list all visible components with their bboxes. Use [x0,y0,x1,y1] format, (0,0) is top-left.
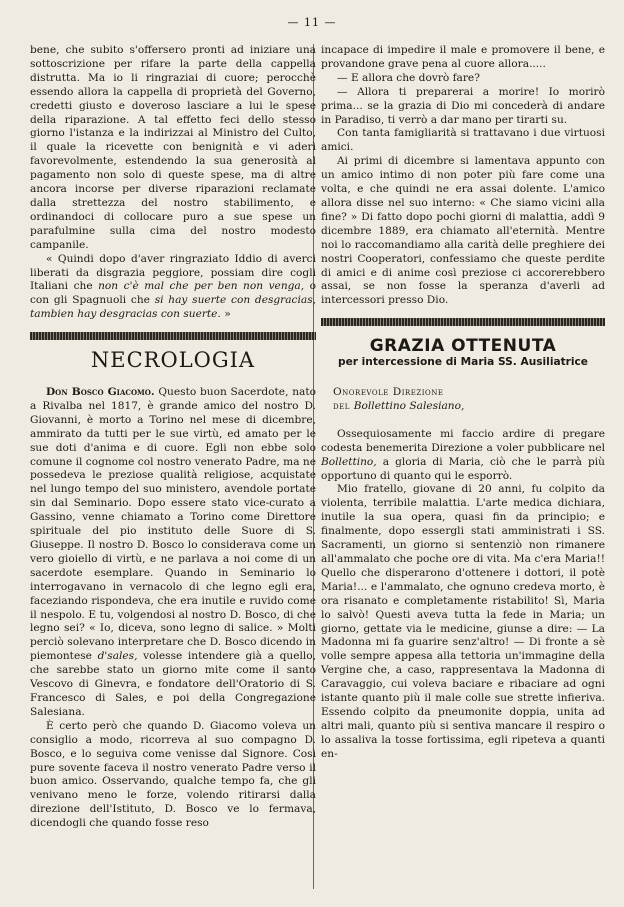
bulletin-title: Bollettino Salesiano, [353,399,465,412]
closing-text: « Quindi dopo d'aver ringraziato Iddio di averci liberati da disgrazia peggiore, possiam dire cogli Italiani che [30,252,316,293]
closing-quote: » [220,308,231,321]
salutation-line-1: Onorevole Direzione [333,386,444,399]
necrologia-text: Questo buon Sacerdote, nato a Rivalba nel 1817, è grande amico del nostro D. Giovanni, è morto a Torino nel mese di dicembre, ammirato da tutti per le sue virtù, ed amato per le sue doti d'anima e di cuore. Egli non ebbe solo comune il cognome col nostro venerato Padre, ma ne possedeva le preziose qualità religiose, acquistate nel lungo tempo del suo ministero, avendole portate sin dal Seminario. Dopo essere stato vice-curato a Gassino, venne chiamato a Torino come Direttore spirituale del pio instituto delle Suore di S. Giuseppe. Il nostro D. Bosco lo considerava come un vero gioiello di virtù, e ne parlava a noi come di un sacerdote esemplare. Quando in Seminario lo interrogavano in vernacolo di che legno egli era, faceziando rispondeva, che era inutile e ruvido come il nespolo. E tu, volgendosi al nostro D. Bosco, di che legno sei? « Io, diceva, sono legno di salice. » Molti perciò solevano interpretare che D. Bosco dicendo in piemontese [30,386,316,663]
dialogue-line-2: — Allora ti preparerai a morire! Io morirò prima... se la grazia di Dio mi concederà di andare in Paradiso, ti verrò a dar mano per tirarti su. [321,85,605,126]
grazia-heading: GRAZIA OTTENUTA [369,336,557,357]
dialect-word: d'sales, [97,650,138,663]
left-column [30,44,316,831]
page-number: — 11 — [287,16,337,29]
continued-paragraph: bene, che subito s'offersero pronti ad iniziare una sottoscrizione per rifare la parte della cappella distrutta. Ma io li ringraziai di cuore; perocchè essendo allora la cappella di proprietà del Governo, credetti giusto e doveroso lasciare a lui le spese della riparazione. A tal effetto feci dello stesso giorno l'istanza e la indirizzai al Ministro del Culto, il quale la ricevette con benignità e vi aderì favorevolmente, estendendo la sua generosità al pagamento non solo di queste spese, ma di altre ancora incorse per diverse riparazioni reclamate dalla strettezza del nostro stabilimento, e ordinandoci di collocare puro a sue spese un parafulmine sulla cima del nostro modesto campanile. [30,44,316,251]
letter-text: Ossequiosamente mi faccio ardire di pregare codesta benemerita Direzione a voler pubblicare nel [321,427,605,454]
necrologia-text-end: volesse intendere già a quello, che sarebbe stato un giorno mite come il santo Vescovo di Ginevra, e fondatore dell'Oratorio di S. Francesco di Sales, e poi della Congregazione Salesiana. [30,650,316,718]
grazia-subheading: per intercessione di Maria SS. Ausiliatrice [338,356,588,369]
section-rule [321,318,605,326]
spanish-proverb: si hay suerte con desgracias, tambien hay desgracias con suerte. [30,294,317,321]
right-column [321,44,605,762]
necrologia-name: Don Bosco Giacomo. [46,386,155,399]
salutation-prefix: del [333,399,354,412]
section-rule [30,332,316,340]
letter-paragraph-1 [321,428,605,484]
closing-text-mid: o con gli Spagnuoli che [30,280,317,307]
necrologia-paragraph-2: È certo però che quando D. Giacomo voleva un consiglio a modo, ricorreva al suo compagno D. Bosco, e lo seguiva come venisse dal Signore. Così pure sovente faceva il nostro venerato Padre verso il buon amico. Osservando, qualche tempo fa, che gli venivano meno le forze, volendo ritirarsi dalla direzione dell'Istituto, D. Bosco ve lo fermava, dicendogli che quando fosse reso [30,719,316,830]
continued-paragraph: incapace di impedire il male e promovere il bene, e provandone grave pena al cuore allora..... [321,44,605,70]
letter-paragraph-2: Mio fratello, giovane di 20 anni, fu colpito da violenta, terribile malattia. L'arte medica dichiara, inutile la sua opera, quasi fin da principio; e finalmente, dopo essergli stati amministrati i SS. Sacramenti, un giorno si sentenziò non rimanere all'ammalato che poche ore di vita. Ma c'era Maria!! Quello che disperarono d'ottenere i dottori, il potè Maria!... e l'ammalato, che ognuno credeva morto, è ora risanato e completamente ristabilito! Sì, Maria lo salvò! Questi aveva tutta la fede in Maria; un giorno, gettate via le medicine, giunse a dire: — La Madonna mi fa guarire senz'altro! — Di fronte a sè volle sempre appesa alla tettoria un'immagine della Vergine che, a caso, rappresentava la Madonna di Caravaggio, cui voleva baciare e ribaciare ad ogni istante quanto più il male colle sue strette infieriva. Essendo colpito da pneumonite doppia, unita ad altri mali, quanto più si sentiva mancare il respiro o lo assaliva la tosse fortissima, egli ripeteva a quanti en- [321,483,605,760]
bulletin-name: Bollettino, [321,455,377,468]
closing-paragraph [30,253,316,323]
salutation-line-2 [333,400,605,414]
necrologia-heading: NECROLOGIA [90,348,256,373]
paragraph: Con tanta famigliarità si trattavano i due virtuosi amici. [321,127,605,154]
necrologia-paragraph-1 [30,386,316,720]
letter-text-end: a gloria di Maria, ciò che le parrà più opportuno di quanto qui le esporrò. [321,455,605,482]
dialogue-line-1: — E allora che dovrò fare? [337,71,480,84]
italian-proverb: non c'è mal che per ben non venga, [98,280,305,293]
paragraph: Ai primi di dicembre si lamentava appunto con un amico intimo di non poter più fare come una volta, e che quindi ne era assai dolente. L'amico allora disse nel suo interno: « Che siamo vicini alla fine? » Di fatto dopo pochi giorni di malattia, addì 9 dicembre 1889, era chiamato all'eternità. Mentre noi lo raccomandiamo alla carità delle preghiere dei nostri Cooperatori, confessiamo che queste perdite di amici e di anime così preziose ci accorerebbero assai, se non fosse la speranza d'averli ad intercessori presso Dio. [321,155,605,307]
